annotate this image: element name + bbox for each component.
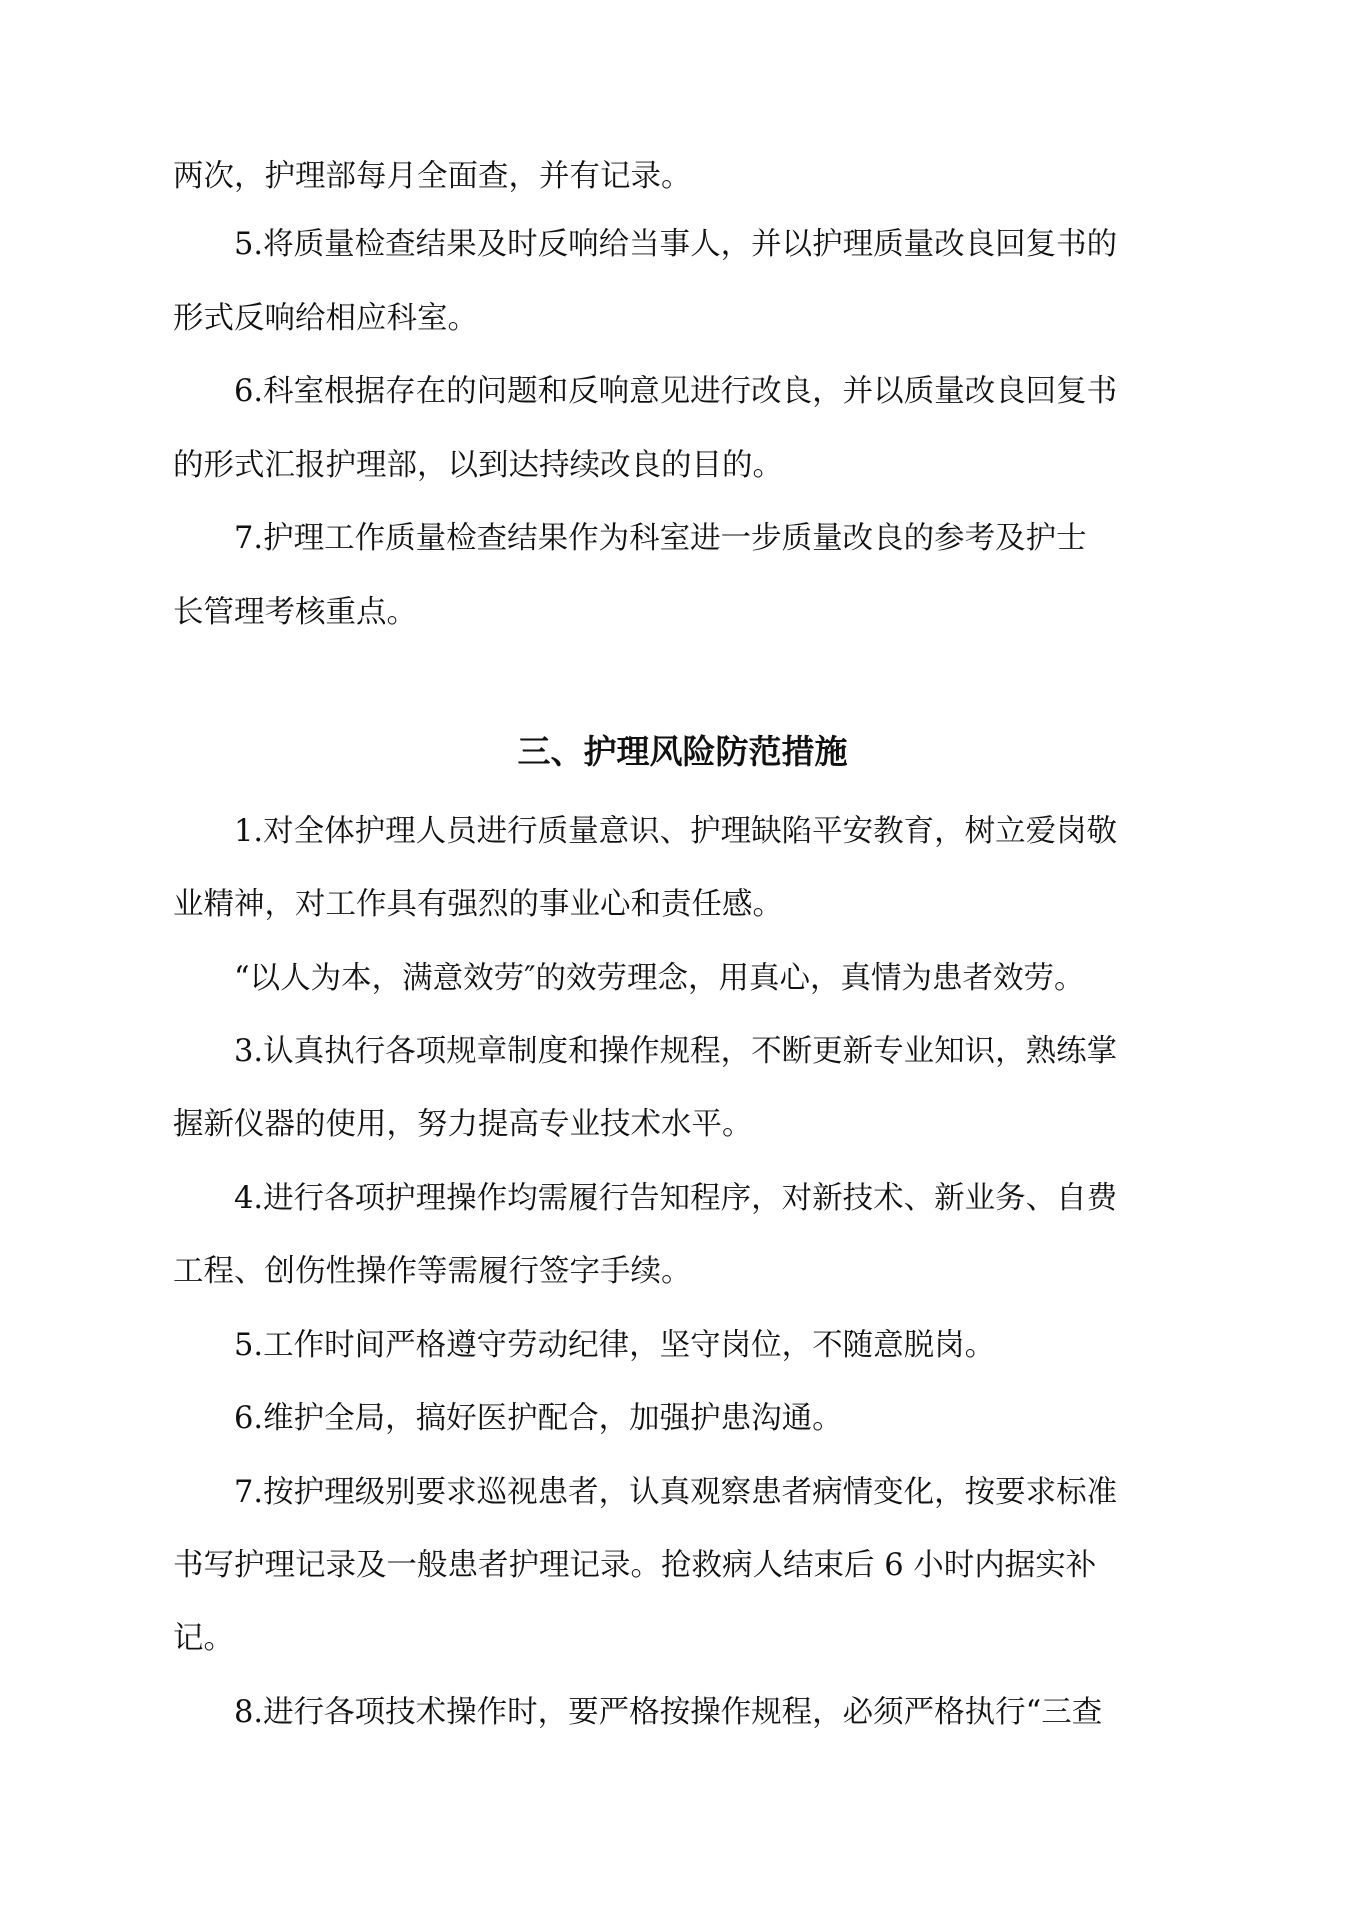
paragraph-line: 形式反响给相应科室。 [173, 301, 478, 336]
paragraph-line: 书写护理记录及一般患者护理记录。抢救病人结束后 6 小时内据实补 [173, 1548, 1097, 1583]
paragraph-line: 两次，护理部每月全面查，并有记录。 [173, 159, 692, 194]
paragraph-line: 5.将质量检查结果及时反响给当事人，并以护理质量改良回复书的 [234, 227, 1118, 262]
paragraph-line: 3.认真执行各项规章制度和操作规程，不断更新专业知识，熟练掌 [234, 1034, 1118, 1069]
paragraph-line: 1.对全体护理人员进行质量意识、护理缺陷平安教育，树立爱岗敬 [234, 814, 1118, 849]
paragraph-line: 业精神，对工作具有强烈的事业心和责任感。 [173, 887, 783, 922]
paragraph-line: 4.进行各项护理操作均需履行告知程序，对新技术、新业务、自费 [234, 1181, 1118, 1216]
paragraph-line: 5.工作时间严格遵守劳动纪律，坚守岗位，不随意脱岗。 [234, 1328, 996, 1363]
paragraph-line: 握新仪器的使用，努力提高专业技术水平。 [173, 1107, 753, 1142]
paragraph-line: 的形式汇报护理部，以到达持续改良的目的。 [173, 448, 783, 483]
paragraph-line: 长管理考核重点。 [173, 595, 417, 630]
paragraph-line: 工程、创伤性操作等需履行签字手续。 [173, 1254, 692, 1289]
paragraph-line: “以人为本，满意效劳″的效劳理念，用真心，真情为患者效劳。 [234, 961, 1085, 996]
paragraph-line: 7.护理工作质量检查结果作为科室进一步质量改良的参考及护士 [234, 521, 1087, 556]
paragraph-line: 6.科室根据存在的问题和反响意见进行改良，并以质量改良回复书 [234, 374, 1118, 409]
paragraph-line: 7.按护理级别要求巡视患者，认真观察患者病情变化，按要求标准 [234, 1475, 1118, 1510]
paragraph-line: 8.进行各项技术操作时，要严格按操作规程，必须严格执行“三查 [234, 1695, 1103, 1730]
section-heading: 三、护理风险防范措施 [517, 732, 848, 771]
paragraph-line: 6.维护全局，搞好医护配合，加强护患沟通。 [234, 1401, 843, 1436]
paragraph-line: 记。 [173, 1621, 234, 1656]
